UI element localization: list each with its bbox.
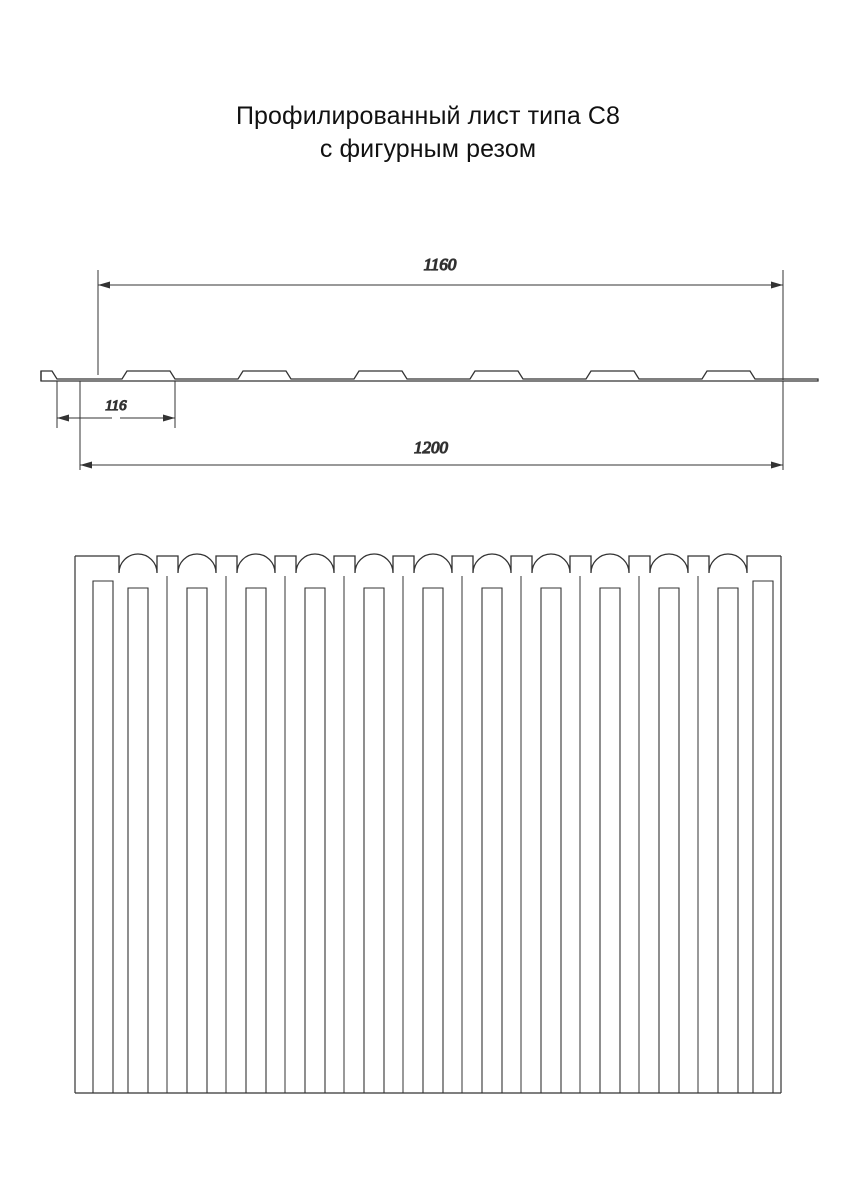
rib — [187, 588, 207, 1093]
dimension-label-116: 116 — [105, 398, 127, 414]
corrugation-ribs — [93, 581, 773, 1093]
rib — [482, 588, 502, 1093]
rib — [659, 588, 679, 1093]
dimension-1160 — [98, 270, 783, 380]
rib — [93, 581, 113, 1093]
rib — [305, 588, 325, 1093]
rib — [246, 588, 266, 1093]
title-line-1: Профилированный лист типа С8 — [235, 102, 621, 130]
profile-outline — [41, 371, 818, 381]
rib — [364, 588, 384, 1093]
profile-section-view — [41, 255, 818, 470]
dimension-label-1160: 1160 — [423, 255, 457, 274]
dimension-label-1200: 1200 — [414, 438, 448, 457]
rib — [753, 581, 773, 1093]
front-view — [75, 554, 781, 1093]
rib — [541, 588, 561, 1093]
rib — [423, 588, 443, 1093]
arrow-right-1200 — [771, 462, 783, 469]
title-line-2: с фигурным резом — [319, 135, 537, 163]
valley-lines — [167, 576, 698, 1093]
rib — [128, 588, 148, 1093]
figured-cut-top-silhouette — [75, 554, 781, 573]
arrow-left-116 — [57, 415, 69, 422]
rib — [600, 588, 620, 1093]
rib — [718, 588, 738, 1093]
arrow-left-1200 — [80, 462, 92, 469]
arrow-right-1160 — [771, 282, 783, 289]
arrow-left-1160 — [98, 282, 110, 289]
arrow-right-116 — [163, 415, 175, 422]
